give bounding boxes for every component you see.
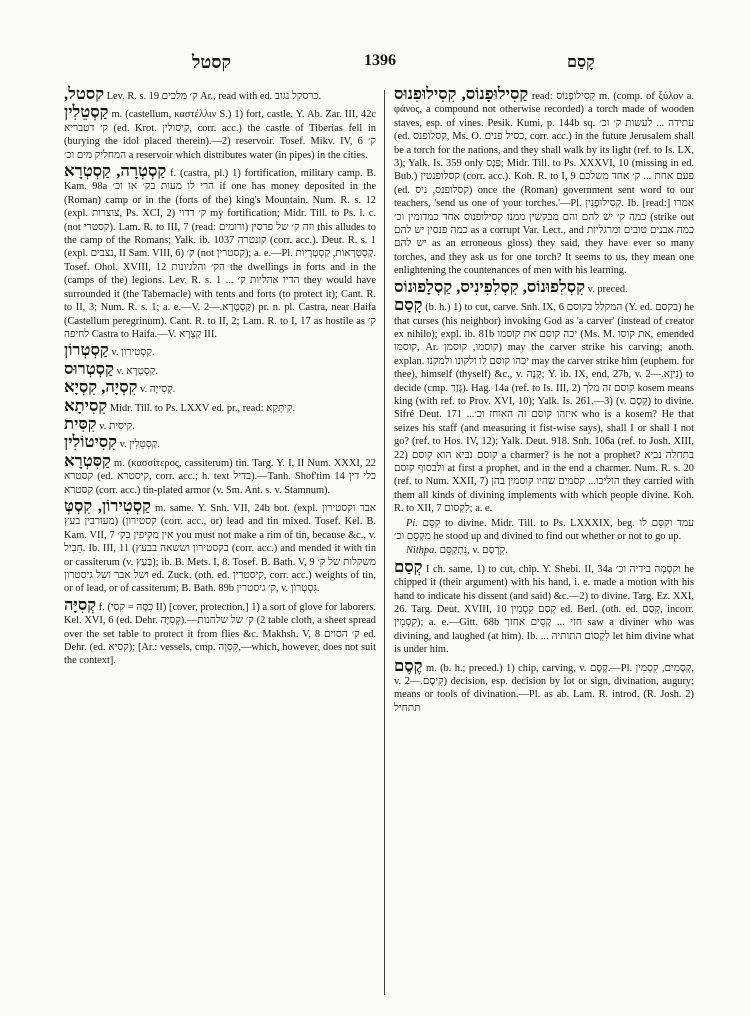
entry-definition: v. preced. <box>587 283 628 295</box>
dictionary-entry <box>64 104 376 162</box>
entry-headword: קְסַם <box>394 556 423 576</box>
entry-headword: קסטל, <box>64 84 105 103</box>
entry-headword: קַסִילוּפָנוֹס, קִסִילוּפִנוּס <box>394 84 529 103</box>
dictionary-entry <box>64 163 376 341</box>
entry-headword: קַסְטְרוּס <box>64 358 114 378</box>
dictionary-entry <box>64 450 377 497</box>
entry-headword: קִסְיָה, קִסְיָא <box>64 377 138 397</box>
dictionary-entry <box>394 556 695 657</box>
entry-headword: קִסִּית <box>64 413 97 433</box>
entry-definition: Lev. R. s. 19 ק׳ מלכים Ar., read with ed. כרסקל נגוב. <box>106 91 322 102</box>
entry-definition: (b. h.) 1) to cut, carve. Snh. IX, 6 המקלל בקוסם (Y. ed. בקסם) he that curses (his neighbor) invoking God as 'a carver' (instead of creator ex nihilo); expl. ib. 81b יכה קוסם את קוסמו (Ms. M. את קוסו, emended קוסמו, Ar. קוסמו, קוסמן) may the carver strike his carving; anoth. explan. יכהו קוסם לו ולקונו ולמקנו may the carver strike him (euphem. for thee), himself (thyself) &c., v. קָנָה; Y. ib. IX, end, 27b, v. נִיזָא.—2) to decide (cmp. גָּזַר). Hag. 14a (ref. to Is. III, 2) קוסם זה מלך kosem means king (with ref. to Prov. XVI, 10); Yalk. Is. 261.—3) (v. קֶסֶם) to divine. Sifré Deut. 171 ...איזהו קוסם זה האוחז וכ׳ who is a kosem? He that seizes his staff (and measuring it fist-wise says), shall I or shall I not go? (ref. to Hos. IV, 12); Yalk. Deut. 918. Snh. 106a (ref. to Josh. XIII, 22) קוסם נביא הוא קוסם a charmer? is he not a prophet? בתחלה נביא ולבסוף קוסם at first a prophet, and in the end a charmer. Num. R. s. 20 (ref. to Num. XXII, 7) הוליכו... קסמים שהיו קוסמין בהן they carried with them all kinds of divining implements with which people divine. Koh. R. to XII, 7 לִקְסוֹם; a. e. <box>394 302 695 515</box>
dictionary-entry <box>64 358 376 378</box>
entry-headword: קַסְטִירוֹן, קִסְטְּ <box>64 495 151 515</box>
sub-entry-text: נִתְקַסֵּם, v. קְרָסַם. <box>439 545 508 557</box>
left-column <box>64 86 376 669</box>
entry-definition: v. קַסְטֵלִין. <box>119 439 160 451</box>
dictionary-entry <box>394 86 694 278</box>
entry-headword: קְסִיָּה <box>64 594 97 614</box>
dictionary-entry <box>64 434 376 451</box>
entry-headword: קַסְטְרוֹן <box>64 340 109 360</box>
entry-definition: m. (κασσίτερος, cassiterum) tin. Targ. Y. I, II Num. XXXI, 22 קסטרא (ed. קיסטרא, corr. acc.; h. text בדיל).—Tanh. Shof'tim 14 כלי דין קסטרא (corr. acc.) tin-plated armor (v. Sm. Ant. s. v. Stamnum). <box>64 457 377 496</box>
entry-definition: m. (castellum, καστέλλιν S.) 1) fort, castle. Y. Ab. Zar. III, 42c ק׳ דטבריא (ed. Krot. קיסולין, corr. acc.) the castle of Tiberias fell in (burying the idol placed therein).—2) reservoir. Tosef. Mikv. IV, 6 ק׳ המחליק מים וכ׳ a reservoir which distributes water (in pipes) in the cities. <box>64 109 377 161</box>
entry-definition: f. (castra, pl.) 1) fortification, military camp. B. Kam. 98a הרי לו מעות בק׳ או וכ׳ if one has money deposited in the (Roman) camp or in the (forts of the) king's Mountain. Num. R. s. 12 (expl. צוצרות, Ps. XCI, 2) ק׳ דדוי my fortification; Midr. Till. to Ps. l. c. (not קסטרי). Lam. R. to III, 7 (read: ורומים) וזה ק׳ של פרסין this alludes to the camp of the Romans; Yalk. ib. 1037 קונטרה (corr. acc.). Deut. R. s. 1 (expl. נצבים, II Sam. VIII, 6) ק׳ (not קסטרין); a. e.—Pl. קַסְטְרָאוֹת, קַסְטְרָיוֹת. Tosef. Ohol. XVIII, 12 הק׳ והלגיונות the dwellings in forts and in the (camps of the) legions. Lev. R. s. 1 ... הדיו אהליות ק׳ they would have surrounded it (the Tabernacle) with tents and forts (to protect it); Cant. R. to II, 3; Num. R. s. 1; a. e.—V. קַסְטְרָא.—2) pr. n. pl. Castra, near Haifa (Castellum peregrinum). Cant. R. to II, 2; Lam. R. to I, 17 as hostile as ק׳ לחיפה Castra to Haifa.—V. קַצְרָא III. <box>64 168 377 340</box>
entry-definition: m. (b. h.; preced.) 1) chip, carving, v. קֶסֶם.—Pl. קְסָמִים, קִסְמִין, v. קִיסָם.—2) decision, esp. decision by lot or sign, divination, augury; means or tools of divination.—Pl. as ab. Lam. R. introd. (R. Josh. 2) תתחיל <box>394 662 694 714</box>
entry-definition: v. קַסְטִירוֹן. <box>111 347 155 359</box>
dictionary-entry <box>64 379 376 396</box>
entry-definition: read: קִסִילוֹפָנוֹס m. (comp. of ξύλον a. φάνος, a compound not otherwise recorded) a torch made of wooden staves, esp. of vines. Pesik. Kumi, p. 144b sq. עתידה ... לעשות ק׳ וכ׳ (ed. קסלופנס, Ms. O. כסיל פנים, corr. acc.) in the future Jerusalem shall be a torch for the nations, and they shall walk by its light (ref. to Is. LX, 3); Yalk. Is. 359 only פַּנָס; Midr. Till. to Ps. XXXVI, 10 (missing in ed. Bub.) קסלופנטין (corr. acc.). Koh. R. to I, 9 פעם אחת ... ק׳ אחד משלכם (ed. קסלופנס, ניס) once the (Roman) government sent word to our teachers, 'send us one of your torches.'—Pl. קְסִילוּפָנִין. Ib. [read:] אמרו כמה ק׳ יש להם והם מבקשין ממנו קסילופנוס אחד כמדומין וכ׳ (strike out כמה פנסין יש להם as a corrupt Var. Lect., and כמה אבנים טובים ומרגליות יש להם as an erroneous gloss) they said, they have ever so many torches, and they ask us for one torch? It seems to us, they mean one enlightening the countenances of men with his learning. <box>394 91 695 277</box>
entry-definition: f. (כִּסָּה = קסי II) [cover, protection,] 1) a sort of glove for laborers. Kel. XVI, 6 (ed. Dehr. קְסִיָּה).—2) ק׳ של שלחנות table cloth, a sheet spread over the set table to protect it from flies &c. Makhsh. V, 8 ק׳ הסוים ed. Dehr. (ed. קסיא); [Ar.: vessels, cmp. קִסְוָה,—which, however, does not suit the context]. <box>64 601 377 667</box>
entry-headword: קִסְלִפוּנוֹס, קִסְלִפִינִיס, קַסְלָפוּנוֹס <box>394 276 586 296</box>
dictionary-entry <box>64 594 377 668</box>
sub-entry-label: Nithpa. <box>406 545 437 557</box>
page-number: 1396 <box>364 52 396 69</box>
entry-headword: קִסִיתָא <box>64 395 108 415</box>
sub-entry-label: Pi. <box>406 517 418 529</box>
page-header <box>72 48 692 80</box>
dictionary-entry <box>64 413 376 433</box>
dictionary-entry <box>64 86 376 103</box>
dictionary-entry <box>64 495 377 596</box>
entry-headword: קִסִיטוֹלִין <box>64 432 117 452</box>
dictionary-entry <box>394 655 694 716</box>
dictionary-entry <box>64 395 376 415</box>
entry-headword: קַסְטֵלִין <box>64 102 109 122</box>
sub-entry <box>394 517 694 544</box>
entry-headword: קַסִּטְרָא <box>64 450 111 470</box>
right-guide-word: קָסַם <box>567 54 595 71</box>
dictionary-entry <box>64 342 376 359</box>
sub-entry-text: קִסֵּם to divine. Midr. Till. to Ps. LXXXIX, beg. עמד וקִסֵּם לו מִקְסֵם וכ׳ he stood up and divined to find out whether or not to go up. <box>394 517 694 542</box>
entry-definition: v. קַסְטְרָא. <box>116 365 158 377</box>
dictionary-entry <box>394 297 694 516</box>
entry-definition: m. same. Y. Snh. VII, 24b bot. (expl. אבר וקסטירון מעורבין בעץ) (קסטירון (corr. acc., or) lead and tin mixed. Tosef. Kel. B. Kam. VII, 7 אין מקיפין בק׳ you must not make a rim of tin, because &c., v. חֵבִיל. Ib. III, 11 (בקסטירון וששאה בבעץ (corr. acc.) and mended it with tin or cassiterum (v. בַּעַץ); ib. B. Mets. I, 8. Tosef. B. Bath. V, 9 משקלות של ק׳ ושל אבר ושל גיסטרון ed. Zuck. (oth. ed. קיסטרין, corr. acc.) weights of tin, or of lead, or of cassiterum; B. Bath. 89b ק׳ גיסטרין, v. גִּסְטְרוֹן. <box>64 502 377 595</box>
entry-definition: v. קִיסִּית. <box>99 420 135 432</box>
right-column <box>394 86 694 716</box>
entry-headword: קָסַם <box>394 295 423 315</box>
dictionary-entry <box>394 276 694 296</box>
entry-definition: I ch. same, 1) to cut, chip. Y. Shebi. II, 34a וקִסְמָה בידיה וכ׳ he chipped it (their argument) with his hand, i. e. made a motion with his hand to indicate his dissent (and said) &c.—2) to divine. Targ. Ez. XXI, 26. Targ. Deut. XVIII, 10 קָסַם קִסְמִין ed. Berl. (oth. ed. קְסַם, incorr. קִסְמִין); a. e.—Gitt. 68b חזי ... קָסֵים אחזך saw a diviner who was divining, and laughed (at him). Ib. ... לִקְסוֹם התותיה let him divine what is under him. <box>394 563 695 656</box>
entry-definition: Midr. Till. to Ps. LXXV ed. pr., read: קִיתְּקָא. <box>109 402 296 414</box>
sub-entry <box>394 544 694 557</box>
entry-headword: קֶסֶם <box>394 655 423 675</box>
column-divider <box>384 90 385 995</box>
entry-headword: קַסְטְרָה, קַסְטְרָא <box>64 161 167 181</box>
left-guide-word: קסטל <box>192 52 232 72</box>
entry-definition: v. קְסִייָה. <box>140 384 176 396</box>
